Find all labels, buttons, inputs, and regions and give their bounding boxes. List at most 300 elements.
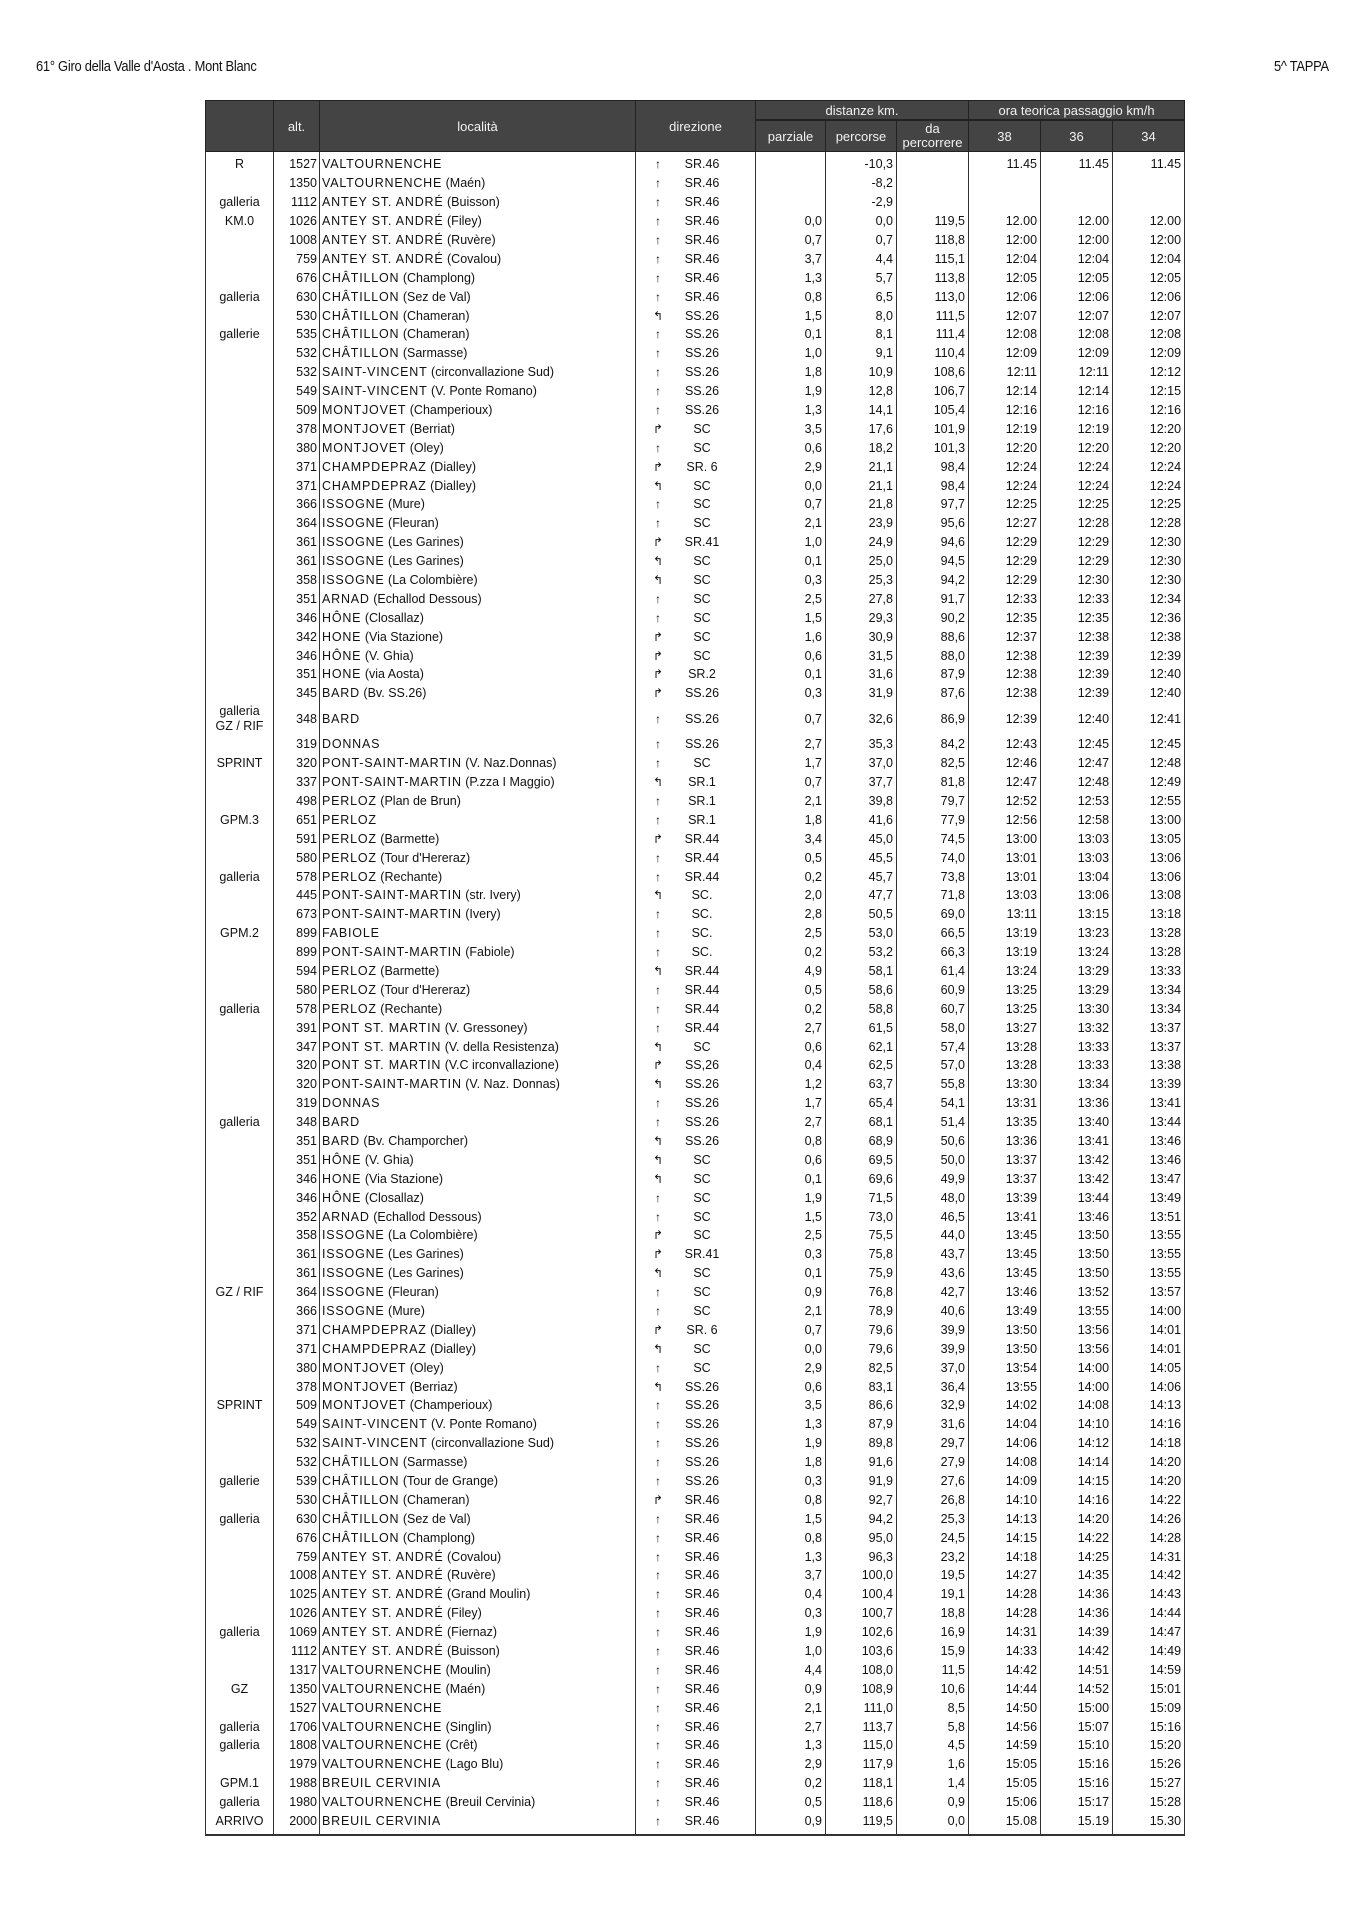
cell-time-36: 12.00 bbox=[1041, 212, 1113, 231]
cell-percorse: 58,8 bbox=[826, 999, 897, 1018]
cell-percorse: 71,5 bbox=[826, 1188, 897, 1207]
place-detail: (Via Stazione) bbox=[364, 1171, 444, 1186]
cell-direzione bbox=[636, 1264, 756, 1283]
road-code: SS.26 bbox=[684, 737, 720, 752]
place-detail: (Berriat) bbox=[409, 421, 455, 436]
cell-altitude: 673 bbox=[274, 905, 320, 924]
cell-parziale: 0,3 bbox=[756, 1245, 826, 1264]
cell-time-36: 11.45 bbox=[1041, 152, 1113, 174]
place-detail: (Sarmasse) bbox=[402, 1455, 468, 1470]
cell-altitude: 509 bbox=[274, 1396, 320, 1415]
cell-time-36: 13:56 bbox=[1041, 1320, 1113, 1339]
cell-da-percorrere: 88,6 bbox=[897, 627, 969, 646]
cell-note bbox=[206, 1056, 274, 1075]
cell-direzione bbox=[636, 999, 756, 1018]
table-row bbox=[206, 754, 1185, 773]
cell-percorse: -2,9 bbox=[826, 193, 897, 212]
cell-parziale: 2,7 bbox=[756, 1018, 826, 1037]
cell-altitude: 364 bbox=[274, 514, 320, 533]
straight-arrow-icon: ↑ bbox=[655, 591, 661, 606]
cell-localita bbox=[320, 1755, 636, 1774]
cell-localita bbox=[320, 1113, 636, 1132]
cell-note bbox=[206, 419, 274, 438]
cell-da-percorrere: 54,1 bbox=[897, 1094, 969, 1113]
table-row bbox=[206, 476, 1185, 495]
cell-direzione bbox=[636, 1509, 756, 1528]
cell-time-38: 12:19 bbox=[969, 419, 1041, 438]
cell-time-38: 13:31 bbox=[969, 1094, 1041, 1113]
turn-left-arrow-icon: ↰ bbox=[652, 963, 664, 978]
turn-right-arrow-icon: ↱ bbox=[652, 629, 664, 644]
straight-arrow-icon: ↑ bbox=[655, 251, 661, 266]
table-row bbox=[206, 363, 1185, 382]
cell-direzione bbox=[636, 754, 756, 773]
cell-percorse: 75,5 bbox=[826, 1226, 897, 1245]
cell-time-38: 12:43 bbox=[969, 735, 1041, 754]
straight-arrow-icon: ↑ bbox=[655, 926, 661, 941]
cell-time-38: 14:09 bbox=[969, 1472, 1041, 1491]
cell-time-34: 12:25 bbox=[1113, 495, 1185, 514]
place-detail: (Les Garines) bbox=[388, 1266, 464, 1281]
cell-time-34: 13:08 bbox=[1113, 886, 1185, 905]
cell-time-36: 13:03 bbox=[1041, 829, 1113, 848]
straight-arrow-icon: ↑ bbox=[655, 1115, 661, 1130]
cell-note bbox=[206, 1679, 274, 1698]
row-note: galleria bbox=[219, 195, 260, 210]
cell-note bbox=[206, 571, 274, 590]
cell-altitude: 320 bbox=[274, 754, 320, 773]
row-note: galleria bbox=[219, 1001, 260, 1016]
cell-direzione bbox=[636, 1736, 756, 1755]
cell-localita bbox=[320, 571, 636, 590]
cell-parziale: 0,7 bbox=[756, 495, 826, 514]
cell-time-36: 12:30 bbox=[1041, 571, 1113, 590]
road-code: SR.46 bbox=[684, 1662, 720, 1677]
turn-right-arrow-icon: ↱ bbox=[652, 831, 664, 846]
road-code: SC bbox=[693, 1228, 711, 1243]
cell-da-percorrere: 19,1 bbox=[897, 1585, 969, 1604]
cell-note bbox=[206, 792, 274, 811]
cell-note bbox=[206, 1264, 274, 1283]
cell-parziale: 2,9 bbox=[756, 1755, 826, 1774]
cell-parziale: 3,7 bbox=[756, 249, 826, 268]
cell-altitude: 361 bbox=[274, 533, 320, 552]
table-row bbox=[206, 1150, 1185, 1169]
cell-direzione bbox=[636, 646, 756, 665]
road-code: SR.1 bbox=[688, 793, 716, 808]
turn-left-arrow-icon: ↰ bbox=[652, 573, 664, 588]
road-code: SS.26 bbox=[684, 365, 720, 380]
cell-time-38: 12:24 bbox=[969, 476, 1041, 495]
cell-time-36: 14:51 bbox=[1041, 1660, 1113, 1679]
cell-percorse: 62,1 bbox=[826, 1037, 897, 1056]
cell-da-percorrere: 69,0 bbox=[897, 905, 969, 924]
table-row bbox=[206, 1415, 1185, 1434]
cell-percorse: 37,0 bbox=[826, 754, 897, 773]
town-name: ANTEY ST. ANDRÉ bbox=[322, 251, 444, 266]
cell-note bbox=[206, 962, 274, 981]
cell-localita bbox=[320, 476, 636, 495]
road-code: SR.46 bbox=[684, 214, 720, 229]
straight-arrow-icon: ↑ bbox=[655, 907, 661, 922]
cell-time-38: 12:24 bbox=[969, 457, 1041, 476]
cell-time-36: 15:10 bbox=[1041, 1736, 1113, 1755]
cell-time-36: 12:58 bbox=[1041, 810, 1113, 829]
cell-percorse: 100,4 bbox=[826, 1585, 897, 1604]
straight-arrow-icon: ↑ bbox=[655, 1662, 661, 1677]
table-row bbox=[206, 1132, 1185, 1151]
table-body bbox=[206, 152, 1185, 1836]
cell-parziale: 3,7 bbox=[756, 1566, 826, 1585]
place-detail: (Tour d'Hereraz) bbox=[380, 982, 471, 997]
town-name: PONT-SAINT-MARTIN bbox=[322, 1077, 462, 1092]
cell-direzione bbox=[636, 1207, 756, 1226]
town-name: VALTOURNENCHE bbox=[322, 176, 443, 191]
road-code: SR.2 bbox=[688, 667, 716, 682]
cell-localita bbox=[320, 684, 636, 703]
cell-time-38: 12:04 bbox=[969, 249, 1041, 268]
cell-time-36: 12:39 bbox=[1041, 665, 1113, 684]
cell-time-38: 12:11 bbox=[969, 363, 1041, 382]
cell-time-34: 14:47 bbox=[1113, 1623, 1185, 1642]
cell-note bbox=[206, 1528, 274, 1547]
cell-parziale: 1,5 bbox=[756, 608, 826, 627]
cell-altitude: 676 bbox=[274, 268, 320, 287]
cell-localita bbox=[320, 829, 636, 848]
cell-da-percorrere: 0,0 bbox=[897, 1812, 969, 1836]
place-detail: (Bv. Champorcher) bbox=[363, 1133, 469, 1148]
road-code: SR. 6 bbox=[686, 459, 718, 474]
cell-localita bbox=[320, 1264, 636, 1283]
cell-time-38: 12:16 bbox=[969, 401, 1041, 420]
cell-time-34 bbox=[1113, 193, 1185, 212]
town-name: HÔNE bbox=[322, 1152, 362, 1167]
cell-da-percorrere: 23,2 bbox=[897, 1547, 969, 1566]
cell-altitude: 1527 bbox=[274, 152, 320, 174]
cell-localita bbox=[320, 1056, 636, 1075]
cell-note bbox=[206, 684, 274, 703]
cell-percorse: 45,7 bbox=[826, 867, 897, 886]
cell-parziale: 1,0 bbox=[756, 533, 826, 552]
cell-note bbox=[206, 476, 274, 495]
cell-parziale: 1,9 bbox=[756, 1623, 826, 1642]
cell-time-38: 12:56 bbox=[969, 810, 1041, 829]
cell-percorse: 63,7 bbox=[826, 1075, 897, 1094]
cell-time-34: 15:01 bbox=[1113, 1679, 1185, 1698]
cell-altitude: 361 bbox=[274, 1264, 320, 1283]
place-detail: (V. Naz.Donnas) bbox=[465, 756, 557, 771]
row-note: galleria bbox=[219, 869, 260, 884]
cell-parziale: 2,8 bbox=[756, 905, 826, 924]
cell-da-percorrere: 60,9 bbox=[897, 980, 969, 999]
cell-localita bbox=[320, 1075, 636, 1094]
cell-parziale: 0,3 bbox=[756, 1604, 826, 1623]
cell-note bbox=[206, 1642, 274, 1661]
cell-percorse: 118,6 bbox=[826, 1793, 897, 1812]
cell-time-36: 12:40 bbox=[1041, 703, 1113, 735]
cell-localita bbox=[320, 1169, 636, 1188]
cell-altitude: 378 bbox=[274, 419, 320, 438]
cell-da-percorrere bbox=[897, 174, 969, 193]
place-detail: (V. Ponte Romano) bbox=[431, 1417, 537, 1432]
town-name: PONT-SAINT-MARTIN bbox=[322, 888, 462, 903]
cell-time-38: 12:38 bbox=[969, 646, 1041, 665]
cell-time-38: 14:42 bbox=[969, 1660, 1041, 1679]
straight-arrow-icon: ↑ bbox=[655, 1549, 661, 1564]
cell-time-38: 13:50 bbox=[969, 1339, 1041, 1358]
cell-time-38: 11.45 bbox=[969, 152, 1041, 174]
cell-time-34: 14:31 bbox=[1113, 1547, 1185, 1566]
cell-localita bbox=[320, 943, 636, 962]
cell-da-percorrere: 74,5 bbox=[897, 829, 969, 848]
cell-percorse: 83,1 bbox=[826, 1377, 897, 1396]
cell-time-34: 13:55 bbox=[1113, 1226, 1185, 1245]
cell-note bbox=[206, 174, 274, 193]
cell-time-36: 12:45 bbox=[1041, 735, 1113, 754]
table-row bbox=[206, 1358, 1185, 1377]
cell-altitude: 361 bbox=[274, 552, 320, 571]
road-code: SC bbox=[693, 516, 711, 531]
cell-parziale: 0,2 bbox=[756, 1774, 826, 1793]
cell-time-36: 12:25 bbox=[1041, 495, 1113, 514]
table-row bbox=[206, 684, 1185, 703]
cell-time-38: 12:46 bbox=[969, 754, 1041, 773]
cell-parziale: 1,9 bbox=[756, 1188, 826, 1207]
cell-note bbox=[206, 363, 274, 382]
cell-altitude: 1527 bbox=[274, 1698, 320, 1717]
cell-da-percorrere: 1,4 bbox=[897, 1774, 969, 1793]
cell-localita bbox=[320, 514, 636, 533]
cell-note bbox=[206, 703, 274, 735]
cell-direzione bbox=[636, 924, 756, 943]
cell-time-34: 13:57 bbox=[1113, 1283, 1185, 1302]
cell-parziale: 2,0 bbox=[756, 886, 826, 905]
cell-percorse: 6,5 bbox=[826, 287, 897, 306]
cell-time-34: 12:07 bbox=[1113, 306, 1185, 325]
cell-time-34: 12:41 bbox=[1113, 703, 1185, 735]
cell-da-percorrere: 97,7 bbox=[897, 495, 969, 514]
cell-time-38: 14:10 bbox=[969, 1490, 1041, 1509]
row-note: galleria bbox=[219, 1625, 260, 1640]
cell-direzione bbox=[636, 363, 756, 382]
straight-arrow-icon: ↑ bbox=[655, 327, 661, 342]
turn-left-arrow-icon: ↰ bbox=[652, 1039, 664, 1054]
road-code: SR.46 bbox=[684, 1625, 720, 1640]
road-code: SR.44 bbox=[684, 1020, 720, 1035]
cell-time-34: 14:05 bbox=[1113, 1358, 1185, 1377]
cell-time-34: 14:13 bbox=[1113, 1396, 1185, 1415]
cell-time-36: 14:12 bbox=[1041, 1434, 1113, 1453]
cell-da-percorrere: 106,7 bbox=[897, 382, 969, 401]
straight-arrow-icon: ↑ bbox=[655, 176, 661, 191]
cell-percorse: 53,0 bbox=[826, 924, 897, 943]
cell-time-34: 12:49 bbox=[1113, 773, 1185, 792]
cell-parziale: 1,8 bbox=[756, 810, 826, 829]
cell-percorse: 115,0 bbox=[826, 1736, 897, 1755]
turn-left-arrow-icon: ↰ bbox=[652, 1171, 664, 1186]
turn-right-arrow-icon: ↱ bbox=[652, 459, 664, 474]
cell-parziale: 0,9 bbox=[756, 1283, 826, 1302]
cell-note bbox=[206, 829, 274, 848]
road-code: SS.26 bbox=[684, 346, 720, 361]
table-row bbox=[206, 1018, 1185, 1037]
cell-localita bbox=[320, 306, 636, 325]
cell-parziale: 1,3 bbox=[756, 401, 826, 420]
place-detail: (Buisson) bbox=[447, 1644, 500, 1659]
road-code: SR.44 bbox=[684, 1001, 720, 1016]
cell-time-38: 12:37 bbox=[969, 627, 1041, 646]
town-name: PONT-SAINT-MARTIN bbox=[322, 907, 462, 922]
cell-time-36: 13:30 bbox=[1041, 999, 1113, 1018]
straight-arrow-icon: ↑ bbox=[655, 812, 661, 827]
road-code: SR.46 bbox=[684, 195, 720, 210]
cell-percorse: -8,2 bbox=[826, 174, 897, 193]
cell-percorse: -10,3 bbox=[826, 152, 897, 174]
cell-altitude: 1026 bbox=[274, 212, 320, 231]
row-note: galleria bbox=[219, 289, 260, 304]
town-name: ANTEY ST. ANDRÉ bbox=[322, 233, 444, 247]
cell-localita bbox=[320, 1283, 636, 1302]
straight-arrow-icon: ↑ bbox=[655, 982, 661, 997]
cell-note bbox=[206, 735, 274, 754]
road-code: SR.46 bbox=[684, 176, 720, 191]
cell-time-38: 15:06 bbox=[969, 1793, 1041, 1812]
cell-percorse: 100,0 bbox=[826, 1566, 897, 1585]
town-name: PONT-SAINT-MARTIN bbox=[322, 945, 462, 960]
table-row bbox=[206, 1434, 1185, 1453]
cell-time-38: 13:39 bbox=[969, 1188, 1041, 1207]
cell-time-38: 13:28 bbox=[969, 1037, 1041, 1056]
cell-da-percorrere: 77,9 bbox=[897, 810, 969, 829]
cell-time-36: 12:24 bbox=[1041, 476, 1113, 495]
town-name: ISSOGNE bbox=[322, 535, 385, 550]
cell-localita bbox=[320, 1585, 636, 1604]
cell-percorse: 79,6 bbox=[826, 1320, 897, 1339]
town-name: PERLOZ bbox=[322, 812, 377, 827]
place-detail: (Champlong) bbox=[402, 270, 476, 285]
straight-arrow-icon: ↑ bbox=[655, 1681, 661, 1696]
cell-direzione bbox=[636, 231, 756, 250]
cell-note bbox=[206, 1188, 274, 1207]
turn-right-arrow-icon: ↱ bbox=[652, 535, 664, 550]
cell-time-36: 12:35 bbox=[1041, 608, 1113, 627]
turn-right-arrow-icon: ↱ bbox=[652, 686, 664, 701]
table-row bbox=[206, 1113, 1185, 1132]
cell-time-34: 13:46 bbox=[1113, 1132, 1185, 1151]
straight-arrow-icon: ↑ bbox=[655, 869, 661, 884]
cell-da-percorrere: 48,0 bbox=[897, 1188, 969, 1207]
cell-parziale: 0,1 bbox=[756, 325, 826, 344]
cell-direzione bbox=[636, 810, 756, 829]
cell-da-percorrere: 5,8 bbox=[897, 1717, 969, 1736]
town-name: ANTEY ST. ANDRÉ bbox=[322, 1568, 444, 1583]
table-row bbox=[206, 962, 1185, 981]
straight-arrow-icon: ↑ bbox=[655, 1568, 661, 1583]
cell-note bbox=[206, 943, 274, 962]
cell-localita bbox=[320, 1660, 636, 1679]
cell-percorse: 21,8 bbox=[826, 495, 897, 514]
table-row bbox=[206, 1642, 1185, 1661]
cell-localita bbox=[320, 1132, 636, 1151]
straight-arrow-icon: ↑ bbox=[655, 1436, 661, 1451]
town-name: VALTOURNENCHE bbox=[322, 1662, 443, 1677]
town-name: CHÂTILLON bbox=[322, 1492, 400, 1507]
cell-localita bbox=[320, 589, 636, 608]
cell-parziale: 2,1 bbox=[756, 1302, 826, 1321]
cell-note bbox=[206, 1472, 274, 1491]
cell-localita bbox=[320, 608, 636, 627]
cell-percorse: 0,0 bbox=[826, 212, 897, 231]
table-row bbox=[206, 438, 1185, 457]
cell-time-38: 12:35 bbox=[969, 608, 1041, 627]
road-code: SS,26 bbox=[684, 1058, 720, 1073]
cell-time-36: 14:36 bbox=[1041, 1585, 1113, 1604]
cell-time-34: 12:20 bbox=[1113, 438, 1185, 457]
cell-direzione bbox=[636, 905, 756, 924]
table-row bbox=[206, 212, 1185, 231]
table-row bbox=[206, 1207, 1185, 1226]
straight-arrow-icon: ↑ bbox=[655, 440, 661, 455]
cell-percorse: 86,6 bbox=[826, 1396, 897, 1415]
cell-time-36: 13:42 bbox=[1041, 1150, 1113, 1169]
cell-localita bbox=[320, 231, 636, 250]
cell-direzione bbox=[636, 1188, 756, 1207]
road-code: SR.46 bbox=[684, 1587, 720, 1602]
cell-parziale: 3,5 bbox=[756, 419, 826, 438]
cell-time-36: 12:04 bbox=[1041, 249, 1113, 268]
cell-note bbox=[206, 1604, 274, 1623]
cell-altitude: 498 bbox=[274, 792, 320, 811]
cell-time-34: 13:18 bbox=[1113, 905, 1185, 924]
cell-parziale: 4,4 bbox=[756, 1660, 826, 1679]
cell-percorse: 41,6 bbox=[826, 810, 897, 829]
cell-parziale: 1,6 bbox=[756, 627, 826, 646]
straight-arrow-icon: ↑ bbox=[655, 610, 661, 625]
cell-direzione bbox=[636, 1660, 756, 1679]
table-row bbox=[206, 268, 1185, 287]
cell-parziale: 0,7 bbox=[756, 703, 826, 735]
table-header bbox=[206, 101, 1185, 152]
cell-parziale: 1,7 bbox=[756, 754, 826, 773]
cell-da-percorrere: 101,9 bbox=[897, 419, 969, 438]
town-name: MONTJOVET bbox=[322, 421, 407, 436]
cell-localita bbox=[320, 268, 636, 287]
cell-da-percorrere: 32,9 bbox=[897, 1396, 969, 1415]
cell-time-34: 13:49 bbox=[1113, 1188, 1185, 1207]
cell-time-38: 13:01 bbox=[969, 867, 1041, 886]
road-code: SS.26 bbox=[684, 1077, 720, 1092]
cell-da-percorrere: 90,2 bbox=[897, 608, 969, 627]
cell-altitude: 532 bbox=[274, 344, 320, 363]
cell-direzione bbox=[636, 1623, 756, 1642]
cell-localita bbox=[320, 754, 636, 773]
cell-percorse: 119,5 bbox=[826, 1812, 897, 1836]
cell-time-36: 13:46 bbox=[1041, 1207, 1113, 1226]
road-code: SC bbox=[693, 648, 711, 663]
cell-direzione bbox=[636, 1396, 756, 1415]
cell-altitude: 1025 bbox=[274, 1585, 320, 1604]
cell-note bbox=[206, 1018, 274, 1037]
place-detail: (Via Stazione) bbox=[364, 629, 444, 644]
table-row bbox=[206, 1245, 1185, 1264]
road-code: SC bbox=[693, 573, 711, 588]
cell-localita bbox=[320, 735, 636, 754]
cell-altitude: 651 bbox=[274, 810, 320, 829]
cell-da-percorrere: 58,0 bbox=[897, 1018, 969, 1037]
cell-altitude: 342 bbox=[274, 627, 320, 646]
cell-note bbox=[206, 306, 274, 325]
cell-altitude: 358 bbox=[274, 571, 320, 590]
